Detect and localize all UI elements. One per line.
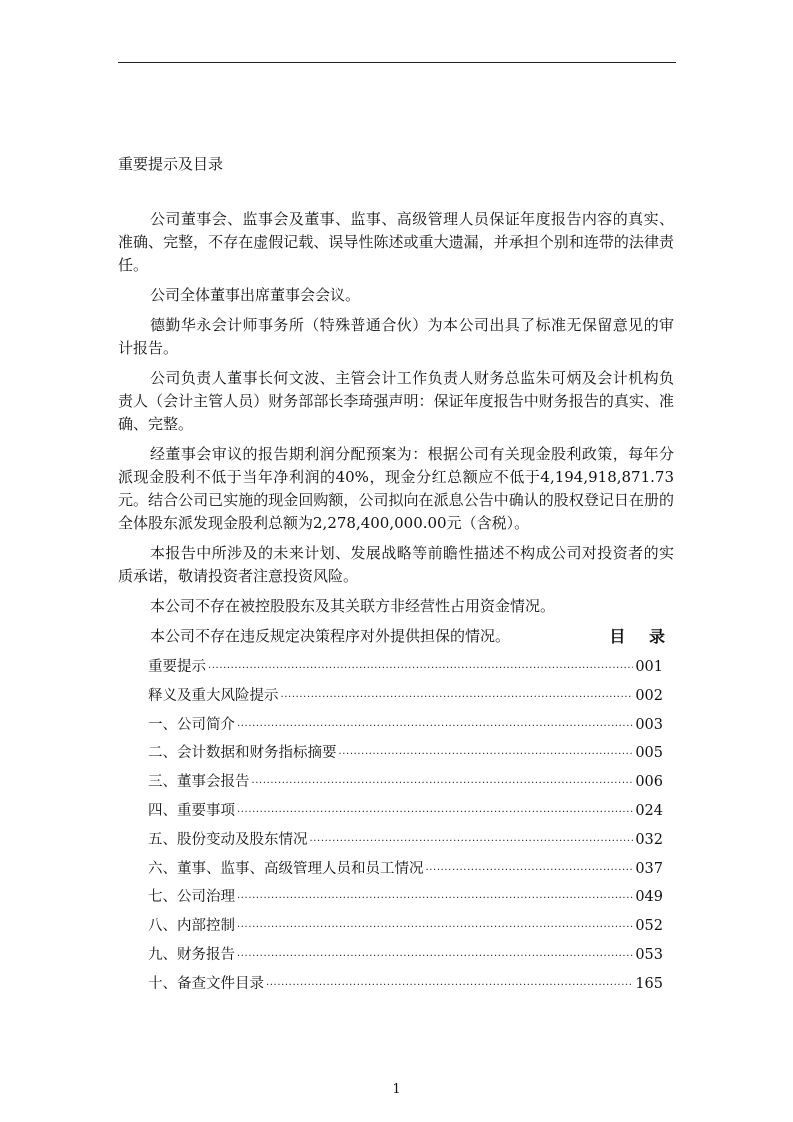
toc-entry[interactable] bbox=[148, 858, 663, 887]
header-rule bbox=[118, 62, 676, 63]
toc-entry-label: 三、董事会报告 bbox=[148, 774, 250, 791]
toc-entry[interactable] bbox=[148, 742, 663, 771]
toc-entry-page: 006 bbox=[635, 774, 663, 791]
toc-leader-dots bbox=[339, 744, 634, 766]
notice-paragraph: 公司负责人董事长何文波、主管会计工作负责人财务总监朱可炳及会计机构负责人（会计主管人员）财务部部长李琦强声明：保证年度报告中财务报告的真实、准确、完整。 bbox=[118, 369, 674, 433]
toc-entry-page: 037 bbox=[635, 860, 663, 877]
toc-entry-page: 002 bbox=[635, 687, 663, 704]
toc-entry-label: 四、重要事项 bbox=[148, 802, 235, 819]
toc-entry-label: 十、备查文件目录 bbox=[148, 975, 264, 992]
toc-entry-page: 053 bbox=[635, 946, 663, 963]
toc-entry[interactable] bbox=[148, 685, 663, 714]
toc-entry-label: 八、内部控制 bbox=[148, 918, 235, 935]
toc-entry-page: 052 bbox=[635, 918, 663, 935]
toc-leader-dots bbox=[208, 658, 633, 680]
toc-leader-dots bbox=[266, 975, 633, 997]
toc-entry-label: 一、公司简介 bbox=[148, 716, 235, 733]
toc-leader-dots bbox=[281, 687, 634, 709]
toc-leader-dots bbox=[237, 946, 633, 968]
notice-body bbox=[118, 208, 674, 655]
toc-leader-dots bbox=[426, 860, 634, 882]
notice-paragraph: 本公司不存在被控股股东及其关联方非经营性占用资金情况。 bbox=[150, 597, 556, 615]
toc-entry[interactable] bbox=[148, 714, 663, 743]
toc-entry-label: 六、董事、监事、高级管理人员和员工情况 bbox=[148, 860, 424, 877]
toc-leader-dots bbox=[237, 917, 633, 939]
notice-paragraph: 公司董事会、监事会及董事、监事、高级管理人员保证年度报告内容的真实、准确、完整，不存在虚假记载、误导性陈述或重大遗漏，并承担个别和连带的法律责任。 bbox=[118, 210, 674, 274]
toc-entry-page: 049 bbox=[635, 889, 663, 906]
toc-entry-page: 001 bbox=[635, 659, 663, 675]
notice-paragraph: 本报告中所涉及的未来计划、发展战略等前瞻性描述不构成公司对投资者的实质承诺，敬请投资者注意投资风险。 bbox=[118, 544, 674, 585]
toc-entry-label: 五、股份变动及股东情况 bbox=[148, 831, 308, 848]
toc-leader-dots bbox=[237, 802, 633, 824]
toc-leader-dots bbox=[310, 831, 634, 853]
toc-entry-page: 005 bbox=[635, 745, 663, 762]
toc-entry-label: 九、财务报告 bbox=[148, 946, 235, 963]
toc-entry-page: 024 bbox=[635, 802, 663, 819]
notice-paragraph: 德勤华永会计师事务所（特殊普通合伙）为本公司出具了标准无保留意见的审计报告。 bbox=[118, 316, 674, 357]
toc-entry-page: 165 bbox=[635, 975, 663, 992]
toc-leader-dots bbox=[252, 773, 634, 795]
table-of-contents bbox=[148, 656, 663, 1002]
toc-entry-label: 重要提示 bbox=[148, 659, 206, 675]
toc-entry[interactable] bbox=[148, 886, 663, 915]
toc-entry[interactable] bbox=[148, 656, 663, 685]
page-number: 1 bbox=[392, 1082, 401, 1097]
toc-entry[interactable] bbox=[148, 915, 663, 944]
notice-paragraph: 公司全体董事出席董事会会议。 bbox=[150, 286, 361, 304]
toc-entry[interactable] bbox=[148, 829, 663, 858]
toc-entry-label: 二、会计数据和财务指标摘要 bbox=[148, 745, 337, 762]
toc-leader-dots bbox=[237, 888, 633, 910]
profit-distribution-paragraph: 经董事会审议的报告期利润分配预案为：根据公司有关现金股利政策，每年分派现金股利不低于当年净利润的40%，现金分红总额应不低于4,194,918,871.73元。结合公司已实施的现金回购额，公司拟向在派息公告中确认的股权登记日在册的全体股东派发现金股利总额为2,278,400,000.00元（含税）。 bbox=[118, 445, 674, 532]
toc-entry[interactable] bbox=[148, 800, 663, 829]
toc-entry[interactable] bbox=[148, 973, 663, 1002]
toc-entry-label: 七、公司治理 bbox=[148, 889, 235, 906]
toc-entry-page: 003 bbox=[635, 716, 663, 733]
toc-entry[interactable] bbox=[148, 944, 663, 973]
toc-entry-label: 释义及重大风险提示 bbox=[148, 687, 279, 704]
notice-paragraph: 本公司不存在违反规定决策程序对外提供担保的情况。 bbox=[150, 627, 511, 645]
toc-entry-page: 032 bbox=[635, 831, 663, 848]
toc-leader-dots bbox=[237, 716, 633, 738]
toc-entry[interactable] bbox=[148, 771, 663, 800]
toc-title: 目 录 bbox=[609, 627, 674, 646]
section-title: 重要提示及目录 bbox=[118, 155, 224, 173]
